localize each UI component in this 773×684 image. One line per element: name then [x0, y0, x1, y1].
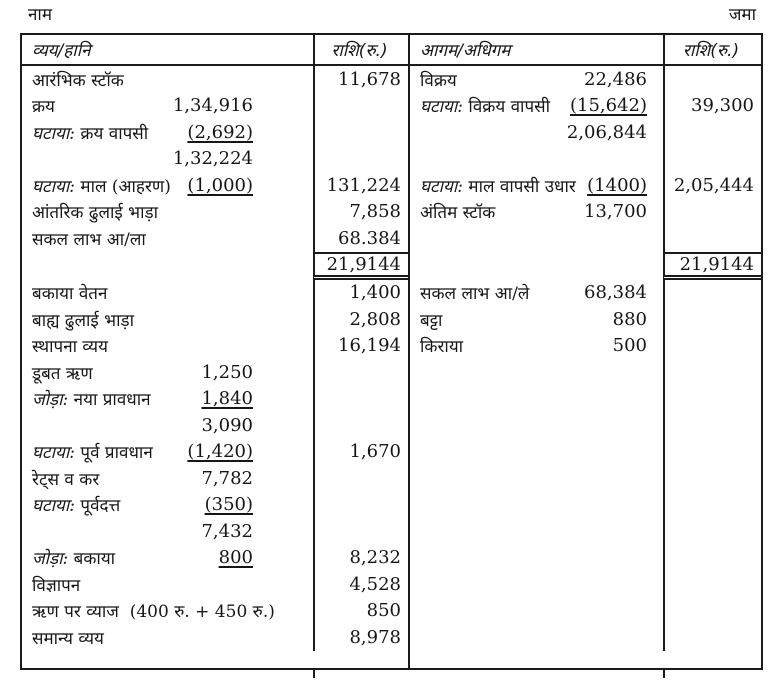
ledger-row — [410, 172, 761, 199]
ledger-row — [22, 518, 408, 545]
row-amount — [663, 225, 761, 252]
credit-amount-header: राशि(रु.) — [663, 35, 761, 64]
row-particulars — [22, 333, 313, 360]
row-inner-amount: (350) — [204, 494, 253, 516]
row-particulars — [410, 199, 663, 226]
row-amount — [313, 492, 408, 519]
ledger-row — [410, 93, 761, 120]
row-label: घटाया: विक्रय वापसी — [420, 97, 551, 118]
row-particulars — [410, 333, 663, 360]
row-label: जोड़ा: बकाया — [32, 549, 116, 570]
row-amount — [663, 624, 761, 651]
row-particulars — [22, 225, 313, 252]
ledger-row — [410, 465, 761, 492]
row-particulars — [22, 545, 313, 572]
row-particulars — [410, 465, 663, 492]
ledger-row — [410, 306, 761, 333]
row-inner-amount: (2,692) — [187, 121, 253, 143]
row-particulars — [410, 545, 663, 572]
row-particulars — [22, 359, 313, 386]
row-amount — [663, 386, 761, 413]
row-amount: 68.384 — [313, 225, 408, 252]
ledger-row — [22, 598, 408, 625]
ledger-row — [410, 412, 761, 439]
row-label-prefix: घटाया: — [32, 496, 76, 517]
row-particulars — [410, 280, 663, 307]
ledger-row — [410, 146, 761, 173]
row-inner-amount: 68,384 — [584, 282, 647, 304]
ledger-row — [22, 465, 408, 492]
row-particulars — [410, 359, 663, 386]
row-particulars — [22, 119, 313, 146]
ledger-row — [410, 225, 761, 252]
row-amount: 1,670 — [313, 439, 408, 466]
row-amount — [663, 439, 761, 466]
row-particulars — [410, 93, 663, 120]
row-label: विज्ञापन — [32, 575, 81, 596]
row-particulars — [410, 119, 663, 146]
row-amount: 8,978 — [313, 624, 408, 651]
ledger-row — [22, 439, 408, 466]
row-amount — [313, 412, 408, 439]
row-particulars — [410, 252, 663, 280]
row-label: घटाया: पूर्वदत्त — [32, 496, 121, 517]
row-inner-amount: 1,34,916 — [172, 95, 253, 117]
row-amount — [313, 93, 408, 120]
row-particulars — [22, 172, 313, 199]
row-particulars — [22, 252, 313, 280]
row-particulars — [410, 146, 663, 173]
row-label-prefix: घटाया: — [420, 176, 464, 197]
total-amount: 21,9144 — [313, 252, 408, 280]
row-inner-amount: (1,000) — [187, 174, 253, 196]
ledger-row — [22, 333, 408, 360]
total-row — [410, 252, 761, 280]
row-amount — [663, 571, 761, 598]
ledger-row — [410, 359, 761, 386]
row-particulars — [22, 598, 313, 625]
ledger-row — [22, 624, 408, 651]
row-label: डूबत ऋण — [32, 363, 93, 384]
row-amount — [313, 386, 408, 413]
ledger-row — [22, 571, 408, 598]
row-label: क्रय — [32, 97, 55, 118]
row-amount — [663, 492, 761, 519]
row-amount — [313, 359, 408, 386]
row-inner-amount: 2,06,844 — [566, 121, 647, 143]
ledger-row — [410, 492, 761, 519]
row-amount — [663, 359, 761, 386]
credit-side-label: जमा — [728, 5, 756, 25]
debit-rows — [22, 66, 408, 668]
row-particulars — [22, 518, 313, 545]
row-particulars — [410, 306, 663, 333]
row-label: घटाया: क्रय वापसी — [32, 123, 149, 144]
row-label: सकल लाभ आ/ला — [32, 229, 146, 250]
row-amount — [313, 146, 408, 173]
ledger-row — [22, 93, 408, 120]
row-inner-amount: 7,782 — [201, 467, 253, 489]
row-amount: 8,232 — [313, 545, 408, 572]
row-label: स्थापना व्यय — [32, 337, 108, 358]
row-label: बकाया वेतन — [32, 284, 108, 305]
row-label: सकल लाभ आ/ले — [420, 284, 530, 305]
row-particulars — [410, 66, 663, 93]
row-particulars — [410, 225, 663, 252]
row-amount: 1,400 — [313, 280, 408, 307]
ledger-row — [22, 306, 408, 333]
row-amount: 11,678 — [313, 66, 408, 93]
row-particulars — [22, 66, 313, 93]
row-label: घटाया: पूर्व प्रावधान — [32, 443, 153, 464]
row-amount — [313, 518, 408, 545]
row-particulars — [22, 280, 313, 307]
row-inner-amount: 800 — [218, 547, 253, 569]
row-particulars — [22, 465, 313, 492]
row-particulars — [410, 492, 663, 519]
account-table — [20, 33, 763, 670]
row-inner-amount: 1,250 — [201, 361, 253, 383]
row-inner-amount: 1,32,224 — [172, 148, 253, 170]
row-amount: 7,858 — [313, 199, 408, 226]
ledger-row — [22, 119, 408, 146]
row-amount — [313, 465, 408, 492]
row-amount: 2,808 — [313, 306, 408, 333]
row-particulars — [410, 624, 663, 651]
row-inner-amount: 22,486 — [584, 68, 647, 90]
ledger-row — [22, 412, 408, 439]
row-particulars — [410, 571, 663, 598]
ledger-row — [410, 624, 761, 651]
row-particulars — [410, 598, 663, 625]
row-amount — [663, 119, 761, 146]
row-label-prefix: घटाया: — [32, 123, 76, 144]
row-amount — [663, 66, 761, 93]
row-inner-amount: 880 — [612, 308, 647, 330]
row-amount — [663, 598, 761, 625]
row-amount — [313, 119, 408, 146]
row-particulars — [22, 571, 313, 598]
row-particulars — [22, 412, 313, 439]
row-particulars — [410, 518, 663, 545]
ledger-row — [410, 598, 761, 625]
row-label: रेट्स व कर — [32, 469, 100, 490]
row-amount: 39,300 — [663, 93, 761, 120]
row-label-prefix: घटाया: — [420, 97, 464, 118]
total-row — [22, 252, 408, 280]
row-inner-amount: (1400) — [587, 174, 647, 196]
row-amount: 850 — [313, 598, 408, 625]
ledger-row — [22, 172, 408, 199]
row-label: अंतिम स्टॉक — [420, 203, 496, 224]
ledger-row — [410, 571, 761, 598]
ledger-row — [22, 492, 408, 519]
row-amount: 4,528 — [313, 571, 408, 598]
row-inner-amount: 500 — [612, 335, 647, 357]
debit-particulars-header: व्यय/हानि — [32, 41, 91, 61]
column-line-stub — [663, 668, 665, 678]
row-inner-amount: (1,420) — [187, 441, 253, 463]
ledger-row — [410, 518, 761, 545]
row-amount — [663, 146, 761, 173]
row-amount — [663, 412, 761, 439]
row-label: बाह्य ढुलाई भाड़ा — [32, 310, 134, 331]
row-label: समान्य व्यय — [32, 628, 104, 649]
row-label: आरंभिक स्टॉक — [32, 70, 124, 91]
row-amount — [663, 199, 761, 226]
row-label: ऋण पर व्याज (400 रु. + 450 रु.) — [32, 602, 275, 623]
row-label-prefix: घटाया: — [32, 443, 76, 464]
row-amount — [663, 333, 761, 360]
row-amount — [663, 518, 761, 545]
row-amount: 131,224 — [313, 172, 408, 199]
row-particulars — [410, 386, 663, 413]
debit-side-label: नाम — [28, 5, 53, 25]
row-amount — [663, 465, 761, 492]
row-particulars — [22, 199, 313, 226]
ledger-row — [410, 280, 761, 307]
row-label-prefix: जोड़ा: — [32, 549, 69, 570]
ledger-row — [22, 199, 408, 226]
ledger-row — [22, 386, 408, 413]
ledger-row — [410, 386, 761, 413]
ledger-row — [410, 333, 761, 360]
total-amount: 21,9144 — [663, 252, 761, 280]
row-label: बट्टा — [420, 310, 443, 331]
row-inner-amount: 3,090 — [201, 414, 253, 436]
row-inner-amount: (15,642) — [569, 95, 647, 117]
credit-half — [410, 35, 761, 668]
row-particulars — [410, 172, 663, 199]
debit-half — [22, 35, 410, 668]
credit-rows — [410, 66, 761, 668]
row-particulars — [22, 439, 313, 466]
row-label: घटाया: माल वापसी उधार — [420, 176, 576, 197]
ledger-row — [22, 280, 408, 307]
debit-amount-header: राशि(रु.) — [313, 35, 408, 64]
row-label-prefix: जोड़ा: — [32, 390, 69, 411]
row-label: विक्रय — [420, 70, 457, 91]
ledger-row — [22, 359, 408, 386]
ledger-row — [22, 146, 408, 173]
ledger-row — [410, 119, 761, 146]
row-amount: 2,05,444 — [663, 172, 761, 199]
row-amount — [663, 545, 761, 572]
row-particulars — [22, 386, 313, 413]
row-particulars — [22, 492, 313, 519]
row-inner-amount: 13,700 — [584, 201, 647, 223]
ledger-row — [22, 545, 408, 572]
row-label: आंतरिक ढुलाई भाड़ा — [32, 203, 158, 224]
row-label: जोड़ा: नया प्रावधान — [32, 390, 151, 411]
ledger-row — [410, 199, 761, 226]
credit-header-row — [410, 35, 761, 66]
row-amount — [663, 306, 761, 333]
row-particulars — [22, 624, 313, 651]
row-label-prefix: घटाया: — [32, 176, 76, 197]
row-particulars — [22, 93, 313, 120]
row-amount: 16,194 — [313, 333, 408, 360]
ledger-row — [22, 225, 408, 252]
row-amount — [663, 280, 761, 307]
row-particulars — [22, 146, 313, 173]
credit-particulars-header: आगम/अधिगम — [420, 41, 511, 61]
ledger-row — [22, 66, 408, 93]
row-particulars — [410, 439, 663, 466]
row-label: घटाया: माल (आहरण) — [32, 176, 171, 197]
row-inner-amount: 7,432 — [201, 520, 253, 542]
ledger-row — [410, 545, 761, 572]
ledger-row — [410, 439, 761, 466]
row-label: किराया — [420, 337, 464, 358]
row-inner-amount: 1,840 — [201, 388, 253, 410]
ledger-row — [410, 66, 761, 93]
debit-header-row — [22, 35, 408, 66]
row-particulars — [22, 306, 313, 333]
column-line-stub — [313, 668, 315, 678]
row-particulars — [410, 412, 663, 439]
